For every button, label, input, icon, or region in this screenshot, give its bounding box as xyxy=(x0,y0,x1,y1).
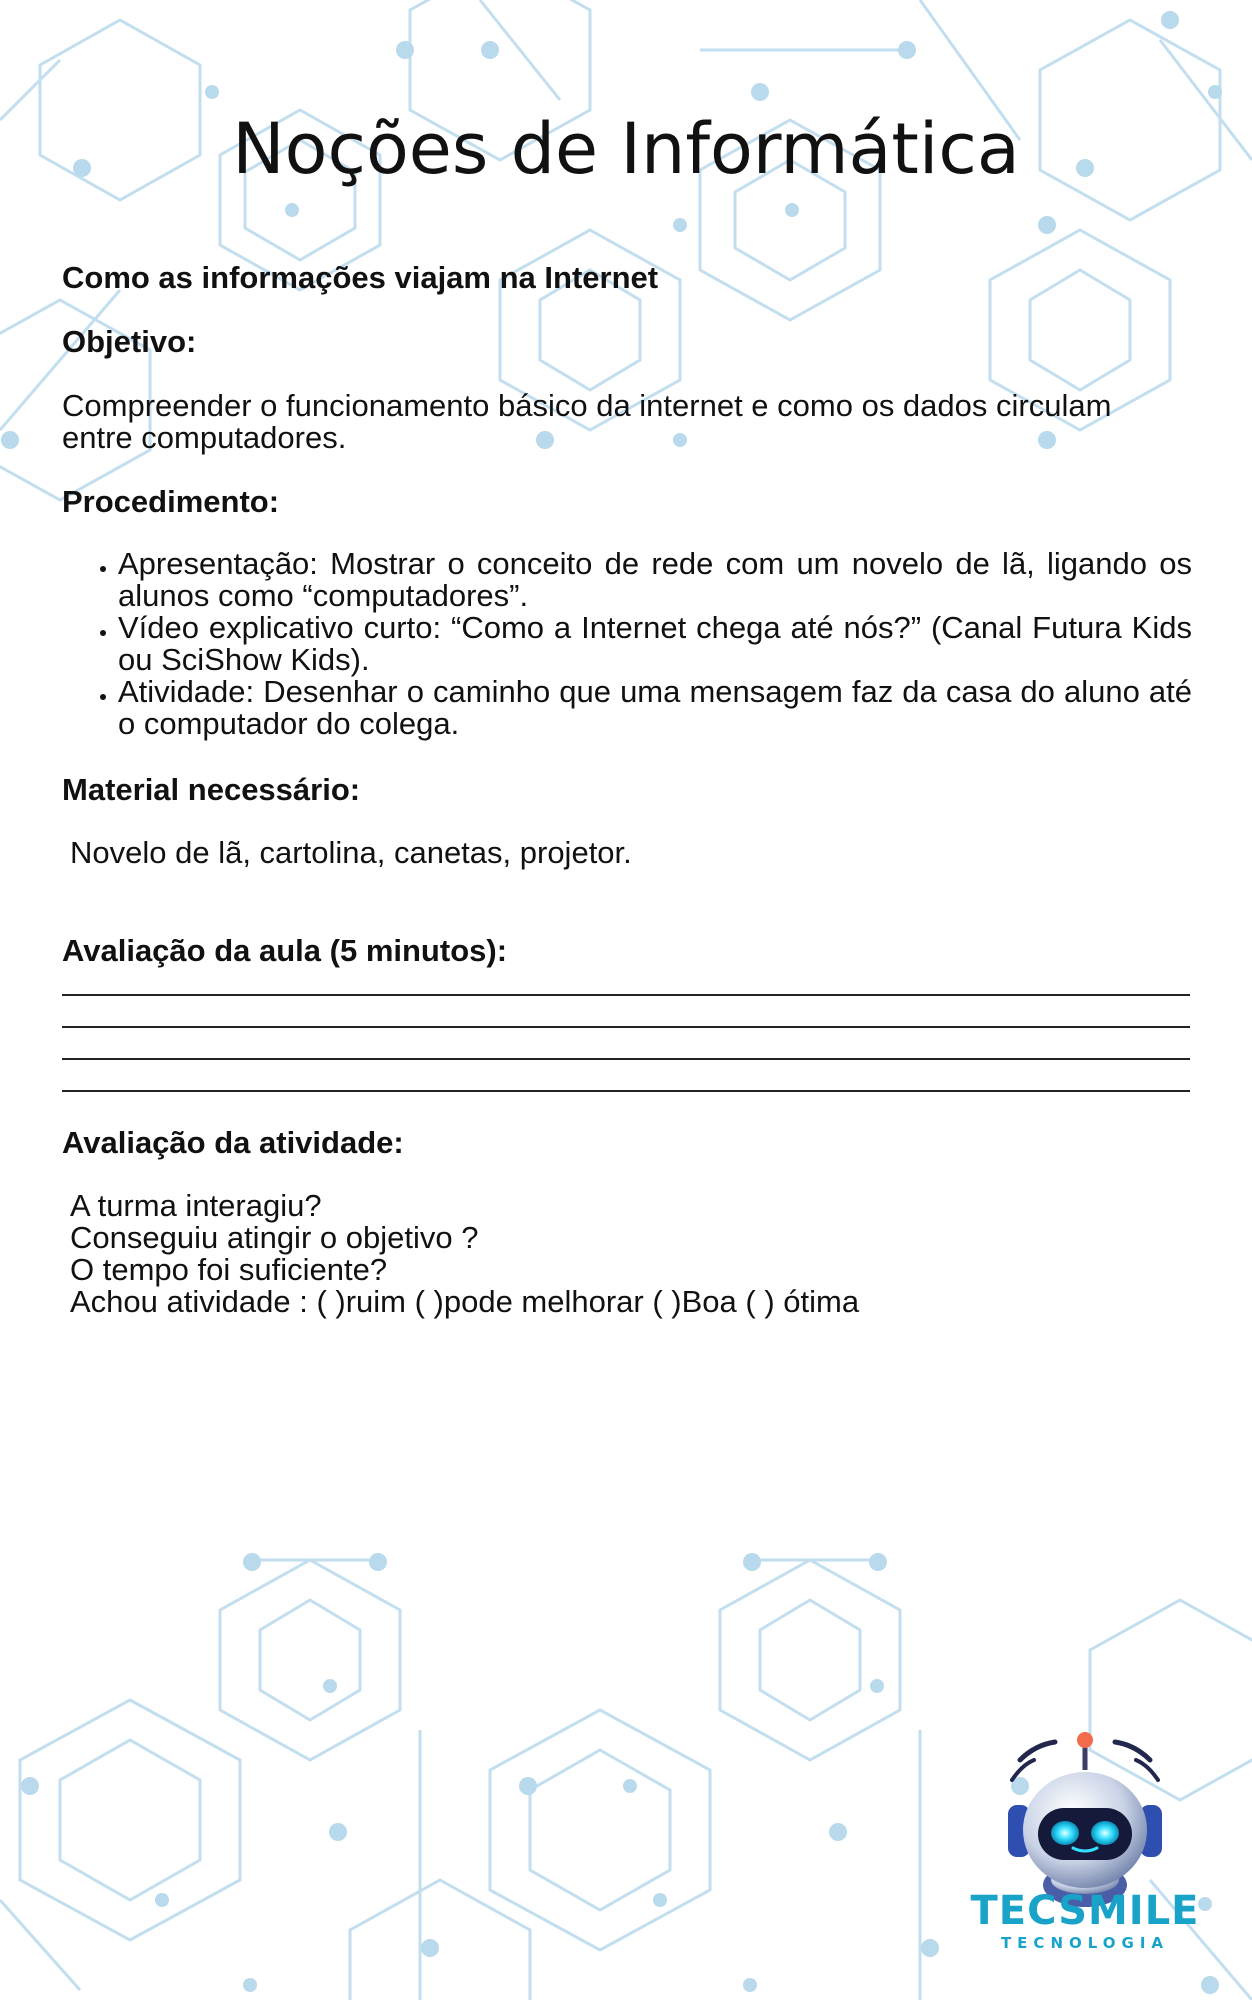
list-item: Conseguiu atingir o objetivo ? xyxy=(70,1220,479,1255)
evaluation-questions xyxy=(70,1190,859,1318)
answer-line[interactable] xyxy=(62,994,1190,996)
page-title: Noções de Informática xyxy=(232,108,1020,190)
answer-line[interactable] xyxy=(62,1058,1190,1060)
answer-line[interactable] xyxy=(62,1026,1190,1028)
activity-evaluation-heading: Avaliação da atividade: xyxy=(62,1125,404,1160)
objective-text xyxy=(62,390,1192,454)
lesson-topic: Como as informações viajam na Internet xyxy=(62,260,659,295)
material-heading: Material necessário: xyxy=(62,772,361,807)
lesson-evaluation-heading: Avaliação da aula (5 minutos): xyxy=(62,933,508,968)
material-text: Novelo de lã, cartolina, canetas, projetor. xyxy=(70,835,632,870)
procedure-heading: Procedimento: xyxy=(62,484,280,519)
list-item: • Apresentação: Mostrar o conceito de rede com um novelo de lã, ligando os alunos como “computadores”. xyxy=(118,548,1192,612)
list-item: • Atividade: Desenhar o caminho que uma mensagem faz da casa do aluno até o computador do colega. xyxy=(118,676,1192,740)
list-item: A turma interagiu? xyxy=(70,1188,322,1223)
list-item: • Vídeo explicativo curto: “Como a Internet chega até nós?” (Canal Futura Kids ou SciShow Kids). xyxy=(118,612,1192,676)
brand-tagline: TECNOLOGIA xyxy=(1000,1934,1170,1952)
answer-line[interactable] xyxy=(62,1090,1190,1092)
list-item: Achou atividade : ( )ruim ( )pode melhorar ( )Boa ( ) ótima xyxy=(70,1284,860,1319)
procedure-list xyxy=(62,548,1192,740)
list-item: O tempo foi suficiente? xyxy=(70,1252,388,1287)
objective-heading: Objetivo: xyxy=(62,324,197,359)
brand-name: TECSMILE xyxy=(970,1888,1200,1934)
objective-line-2: entre computadores. xyxy=(62,420,347,455)
objective-line-1: Compreender o funcionamento básico da internet e como os dados circulam xyxy=(62,388,1112,423)
